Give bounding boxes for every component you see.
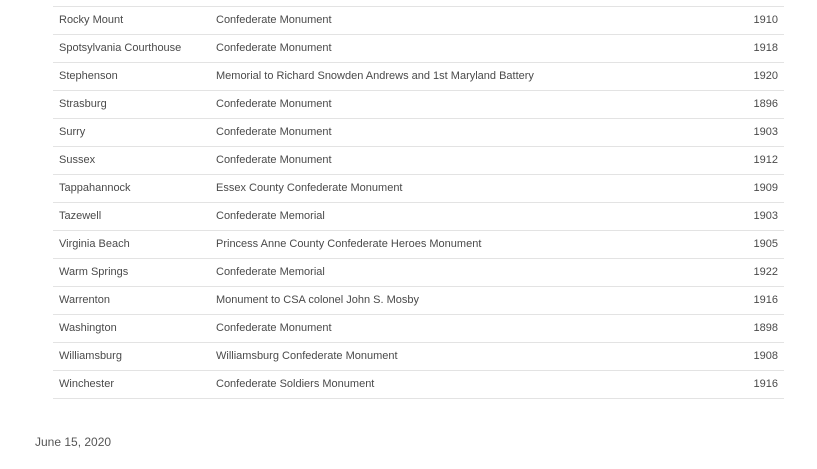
table-row: [53, 119, 784, 147]
place-cell: Stephenson: [59, 70, 118, 82]
place-cell: Spotsylvania Courthouse: [59, 42, 182, 54]
monument-cell: Confederate Monument: [216, 126, 332, 138]
place-cell: Warm Springs: [59, 266, 129, 278]
year-cell: 1908: [753, 350, 778, 362]
monument-cell: Confederate Monument: [216, 154, 332, 166]
table-row: [53, 315, 784, 343]
monument-cell: Princess Anne County Confederate Heroes Monument: [216, 238, 482, 250]
table-row: [53, 63, 784, 91]
table-row: [53, 287, 784, 315]
publish-date: June 15, 2020: [35, 435, 112, 449]
table-row: [53, 259, 784, 287]
monument-cell: Confederate Monument: [216, 14, 332, 26]
table-row: [53, 231, 784, 259]
year-cell: 1922: [753, 266, 778, 278]
place-cell: Surry: [59, 126, 86, 138]
monument-cell: Confederate Memorial: [216, 266, 325, 278]
table-row: [53, 175, 784, 203]
table-row: [53, 91, 784, 119]
year-cell: 1920: [753, 70, 778, 82]
year-cell: 1909: [753, 182, 778, 194]
monument-cell: Williamsburg Confederate Monument: [216, 350, 398, 362]
monuments-table: [53, 6, 784, 399]
place-cell: Warrenton: [59, 294, 110, 306]
table-row: [53, 203, 784, 231]
monument-cell: Confederate Soldiers Monument: [216, 378, 375, 390]
year-cell: 1916: [753, 378, 778, 390]
year-cell: 1918: [753, 42, 778, 54]
monument-cell: Memorial to Richard Snowden Andrews and 1st Maryland Battery: [216, 70, 534, 82]
table-row: [53, 35, 784, 63]
monument-cell: Confederate Memorial: [216, 210, 325, 222]
place-cell: Strasburg: [59, 98, 107, 110]
place-cell: Washington: [59, 322, 117, 334]
monument-cell: Confederate Monument: [216, 98, 332, 110]
year-cell: 1903: [753, 210, 778, 222]
year-cell: 1896: [753, 98, 778, 110]
table-row: [53, 343, 784, 371]
monument-cell: Essex County Confederate Monument: [216, 182, 403, 194]
monument-cell: Confederate Monument: [216, 322, 332, 334]
place-cell: Rocky Mount: [59, 14, 124, 26]
monument-cell: Monument to CSA colonel John S. Mosby: [216, 294, 419, 306]
year-cell: 1916: [753, 294, 778, 306]
year-cell: 1905: [753, 238, 778, 250]
year-cell: 1912: [753, 154, 778, 166]
year-cell: 1903: [753, 126, 778, 138]
place-cell: Winchester: [59, 378, 115, 390]
year-cell: 1898: [753, 322, 778, 334]
place-cell: Williamsburg: [59, 350, 122, 362]
table-row: [53, 7, 784, 35]
table-row: [53, 371, 784, 399]
table-row: [53, 147, 784, 175]
place-cell: Tazewell: [59, 210, 102, 222]
place-cell: Virginia Beach: [59, 238, 130, 250]
place-cell: Tappahannock: [59, 182, 131, 194]
place-cell: Sussex: [59, 154, 96, 166]
monument-cell: Confederate Monument: [216, 42, 332, 54]
year-cell: 1910: [753, 14, 778, 26]
